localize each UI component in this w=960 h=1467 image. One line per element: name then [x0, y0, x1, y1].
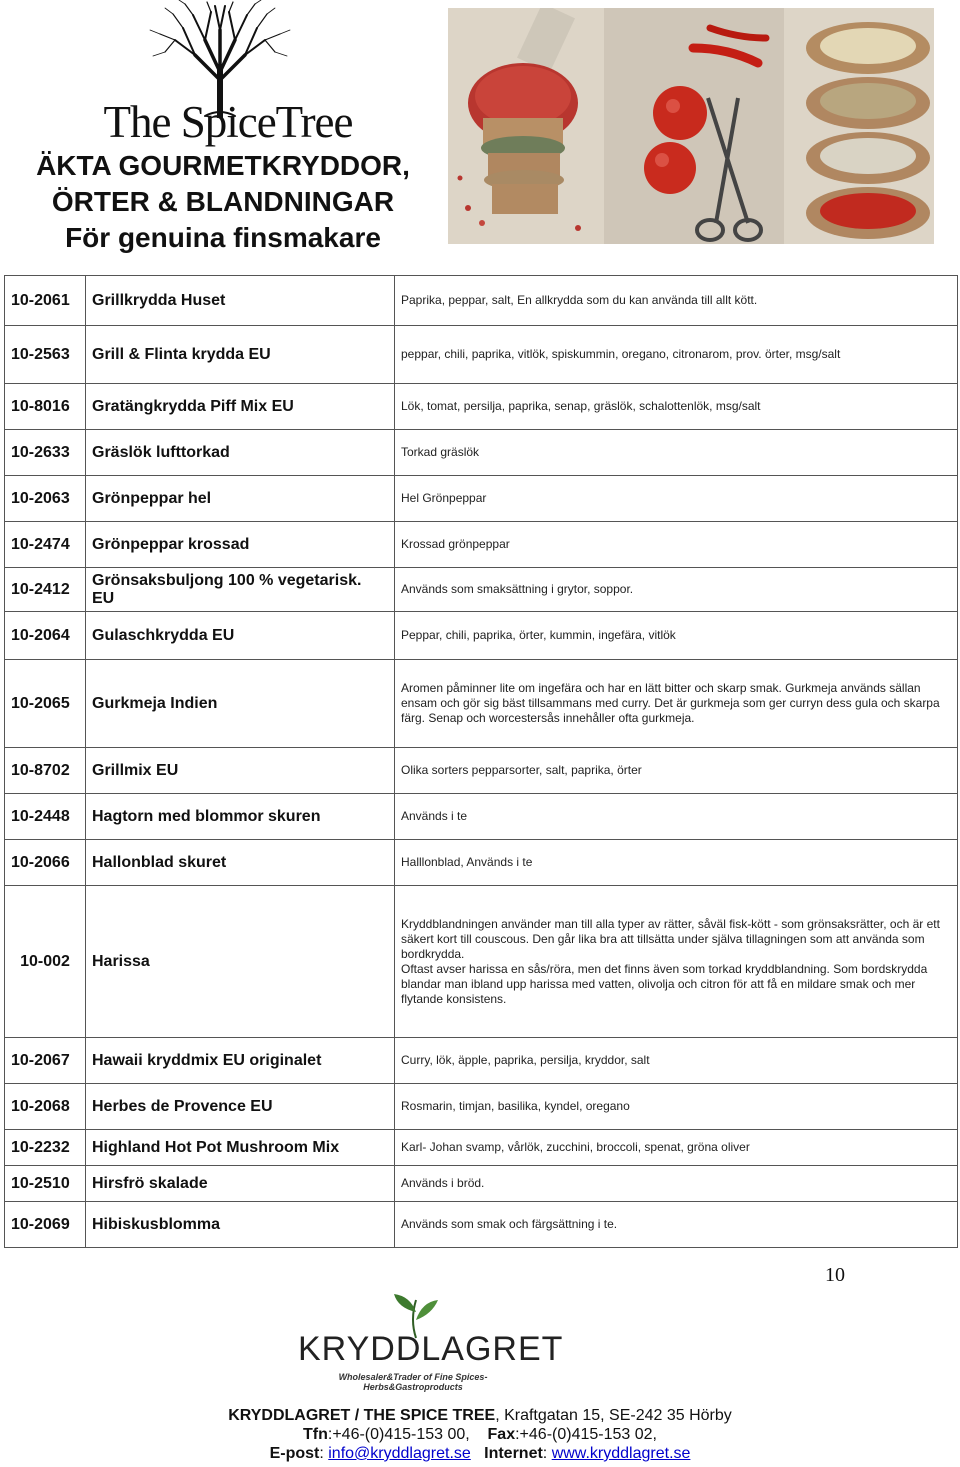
company-name: KRYDDLAGRET / THE SPICE TREE: [228, 1407, 496, 1424]
product-description: peppar, chili, paprika, vitlök, spiskummin, oregano, citronarom, prov. örter, msg/salt: [395, 326, 958, 384]
spicetree-logo: [10, 0, 430, 255]
product-name: Grönpeppar hel: [86, 476, 395, 522]
product-code: 10-2633: [5, 430, 86, 476]
product-name: Grönpeppar krossad: [86, 522, 395, 568]
table-row: [5, 276, 958, 326]
footer-web-line: E-post: info@kryddlagret.se Internet: www.kryddlagret.se: [269, 1445, 691, 1462]
fax-label: Fax: [487, 1426, 516, 1443]
product-description: Används i te: [395, 794, 958, 840]
product-name: Hibiskusblomma: [86, 1202, 395, 1248]
internet-label: Internet: [484, 1445, 543, 1462]
product-description: Halllonblad, Används i te: [395, 840, 958, 886]
footer-contact: [100, 1406, 860, 1463]
product-description: Används som smak och färgsättning i te.: [395, 1202, 958, 1248]
footer-address-line: [100, 1406, 860, 1425]
product-code: 10-2474: [5, 522, 86, 568]
product-name: Highland Hot Pot Mushroom Mix: [86, 1130, 395, 1166]
product-name: Grill & Flinta krydda EU: [86, 326, 395, 384]
product-code: 10-2064: [5, 612, 86, 660]
product-description: Lök, tomat, persilja, paprika, senap, gräslök, schalottenlök, msg/salt: [395, 384, 958, 430]
product-code: 10-2563: [5, 326, 86, 384]
page-number: 10: [825, 1264, 845, 1286]
footer-brand-sub: Wholesaler&Trader of Fine Spices-Herbs&Gastroproducts: [338, 1372, 488, 1392]
product-description: Curry, lök, äpple, paprika, persilja, kryddor, salt: [395, 1038, 958, 1084]
tagline-line-1: ÄKTA GOURMETKRYDDOR,: [36, 150, 410, 181]
table-row: [5, 660, 958, 748]
product-code: 10-2063: [5, 476, 86, 522]
product-name: Harissa: [86, 886, 395, 1038]
product-code: 10-2232: [5, 1130, 86, 1166]
table-row: [5, 326, 958, 384]
product-description: Används i bröd.: [395, 1166, 958, 1202]
table-row: [5, 568, 958, 612]
email-link[interactable]: info@kryddlagret.se: [328, 1445, 471, 1462]
product-table: [4, 275, 958, 1248]
footer-phone-line: [100, 1425, 860, 1444]
product-name: Hallonblad skuret: [86, 840, 395, 886]
product-description: Peppar, chili, paprika, örter, kummin, ingefära, vitlök: [395, 612, 958, 660]
table-row: [5, 1166, 958, 1202]
product-code: 10-2068: [5, 1084, 86, 1130]
product-description: Används som smaksättning i grytor, soppor.: [395, 568, 958, 612]
product-code: 10-2061: [5, 276, 86, 326]
fax-value: :+46-(0)415-153 02,: [515, 1426, 657, 1443]
tfn-label: Tfn: [303, 1426, 328, 1443]
product-name: Grillkrydda Huset: [86, 276, 395, 326]
tfn-value: :+46-(0)415-153 00,: [327, 1426, 470, 1443]
table-row: [5, 886, 958, 1038]
table-row: [5, 612, 958, 660]
product-description: Karl- Johan svamp, vårlök, zucchini, broccoli, spenat, gröna oliver: [395, 1130, 958, 1166]
product-description: Olika sorters pepparsorter, salt, paprika, örter: [395, 748, 958, 794]
table-row: [5, 430, 958, 476]
table-row: [5, 1202, 958, 1248]
product-name: Gurkmeja Indien: [86, 660, 395, 748]
table-row: [5, 1084, 958, 1130]
email-label: E-post: [269, 1445, 320, 1462]
product-code: 10-2065: [5, 660, 86, 748]
table-row: [5, 522, 958, 568]
product-code: 10-2067: [5, 1038, 86, 1084]
product-code: 10-8016: [5, 384, 86, 430]
product-name: Grillmix EU: [86, 748, 395, 794]
table-row: [5, 1038, 958, 1084]
product-code: 10-2448: [5, 794, 86, 840]
table-row: [5, 384, 958, 430]
product-code: 10-2510: [5, 1166, 86, 1202]
product-name: Gräslök lufttorkad: [86, 430, 395, 476]
table-row: [5, 840, 958, 886]
table-row: [5, 748, 958, 794]
product-name: Hagtorn med blommor skuren: [86, 794, 395, 840]
product-code: 10-002: [5, 886, 86, 1038]
product-description: Krossad grönpeppar: [395, 522, 958, 568]
product-name: Gratängkrydda Piff Mix EU: [86, 384, 395, 430]
product-name: Hirsfrö skalade: [86, 1166, 395, 1202]
tagline-line-2: ÖRTER & BLANDNINGAR: [51, 186, 395, 217]
product-description: Aromen påminner lite om ingefära och har en lätt bitter och skarp smak. Gurkmeja används sällan ensam och gör sig bäst tillsammans med curry. Det är gurkmeja som ger curryn dess gula och skarpa färg. Senap och worcestersås innehåller ofta gurkmeja.: [395, 660, 958, 748]
spices-photo-image: [448, 8, 934, 244]
kryddlagret-logo: [298, 1290, 564, 1392]
table-row: [5, 1130, 958, 1166]
product-name: Hawaii kryddmix EU originalet: [86, 1038, 395, 1084]
product-description: Torkad gräslök: [395, 430, 958, 476]
product-code: 10-2066: [5, 840, 86, 886]
footer-brand: KRYDDLAGRET: [298, 1330, 564, 1368]
table-row: [5, 794, 958, 840]
spices-photo: [448, 8, 934, 244]
logo-wordmark: The SpiceTree: [103, 97, 353, 147]
product-name: Herbes de Provence EU: [86, 1084, 395, 1130]
product-name: Gulaschkrydda EU: [86, 612, 395, 660]
product-description: Paprika, peppar, salt, En allkrydda som du kan använda till allt kött.: [395, 276, 958, 326]
product-name: Grönsaksbuljong 100 % vegetarisk. EU: [86, 568, 395, 612]
company-address: , Kraftgatan 15, SE-242 35 Hörby: [495, 1407, 732, 1424]
product-description: Hel Grönpeppar: [395, 476, 958, 522]
product-code: 10-2069: [5, 1202, 86, 1248]
product-code: 10-8702: [5, 748, 86, 794]
product-description: Rosmarin, timjan, basilika, kyndel, oregano: [395, 1084, 958, 1130]
table-row: [5, 476, 958, 522]
tagline: [18, 148, 428, 256]
product-description: Kryddblandningen använder man till alla typer av rätter, såväl fisk-kött - som grönsaksrätter, och är ett säkert kort till couscous. Den går lika bra att tillsätta under själva tillagningen som att använda som bordkrydda. Oftast avser harissa en sås/röra, men det finns även som torkad kryddblandning. Som bordskrydda blandar man ibland upp harissa med vatten, olivolja och citron för att få en mildare smak och mer flytande konsistens.: [395, 886, 958, 1038]
product-code: 10-2412: [5, 568, 86, 612]
website-link[interactable]: www.kryddlagret.se: [551, 1445, 691, 1462]
tagline-line-3: För genuina finsmakare: [65, 222, 381, 253]
